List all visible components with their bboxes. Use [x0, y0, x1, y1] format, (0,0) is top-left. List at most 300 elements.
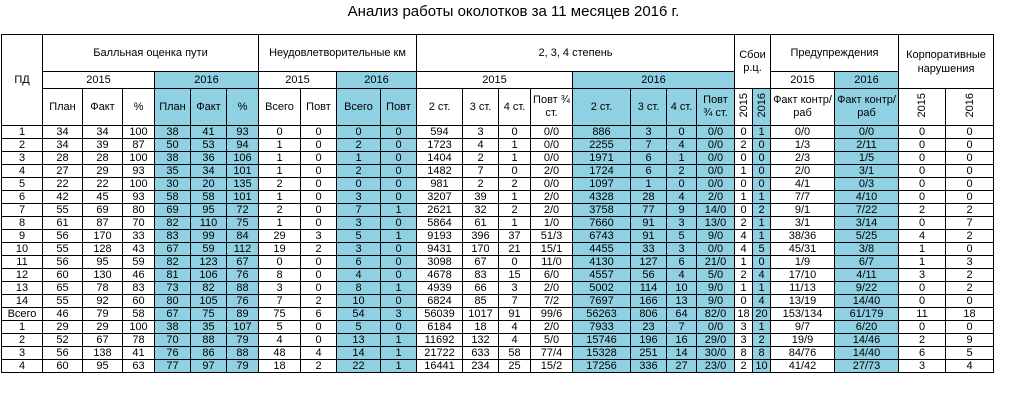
table-cell: 0 — [899, 321, 946, 334]
header-pct-2016: % — [227, 89, 259, 126]
table-cell: 3098 — [417, 256, 463, 269]
header-povt34-2015: Повт ¾ ст. — [531, 89, 573, 126]
table-cell: 4 — [753, 269, 771, 282]
table-cell: 18 — [735, 308, 753, 321]
table-cell: 29 — [83, 321, 123, 334]
table-cell: 4 — [735, 230, 753, 243]
table-cell: 7 — [499, 295, 531, 308]
table-cell: 23/0 — [697, 360, 735, 373]
table-cell: 5 — [337, 321, 381, 334]
table-cell: 2 — [735, 360, 753, 373]
table-cell: 0 — [735, 295, 753, 308]
table-cell: 4 — [337, 269, 381, 282]
table-row — [2, 256, 994, 269]
table-cell: 20 — [753, 308, 771, 321]
table-cell: 10 — [667, 282, 697, 295]
table-cell: 67 — [155, 308, 191, 321]
table-cell: 29 — [259, 230, 301, 243]
table-cell: 34 — [83, 126, 123, 139]
table-cell: 56263 — [573, 308, 631, 321]
table-cell: 88 — [227, 282, 259, 295]
header-korp: Корпоративные нарушения — [899, 35, 994, 89]
table-cell: 18 — [259, 360, 301, 373]
table-cell: 14/0 — [697, 204, 735, 217]
table-cell: 2 — [463, 152, 499, 165]
table-cell: 61/179 — [835, 308, 899, 321]
table-cell: 0/0 — [531, 152, 573, 165]
table-cell: 3/14 — [835, 217, 899, 230]
header-pred-2015: 2015 — [771, 72, 835, 89]
table-cell: 78 — [83, 282, 123, 295]
row-label: 7 — [2, 204, 43, 217]
table-cell: 0/0 — [697, 178, 735, 191]
table-cell: 0 — [301, 217, 337, 230]
table-cell: 8 — [753, 347, 771, 360]
header-fakt-2015: Факт — [83, 89, 123, 126]
table-cell: 2 — [899, 204, 946, 217]
table-row — [2, 178, 994, 191]
table-body — [2, 126, 994, 373]
table-cell: 6184 — [417, 321, 463, 334]
table-cell: 7/2 — [531, 295, 573, 308]
table-cell: 77/4 — [531, 347, 573, 360]
row-label: 6 — [2, 191, 43, 204]
table-cell: 1 — [753, 321, 771, 334]
header-s3-2015: 3 ст. — [463, 89, 499, 126]
table-cell: 2/11 — [835, 139, 899, 152]
table-cell: 0 — [381, 126, 417, 139]
table-cell: 4 — [499, 321, 531, 334]
table-cell: 2/0 — [531, 321, 573, 334]
table-cell: 4 — [667, 139, 697, 152]
header-s2-2016: 2 ст. — [573, 89, 631, 126]
table-cell: 95 — [83, 256, 123, 269]
table-cell: 633 — [463, 347, 499, 360]
table-cell: 22 — [43, 178, 83, 191]
table-cell: 4 — [499, 334, 531, 347]
row-label: 2 — [2, 334, 43, 347]
header-ball-2016: 2016 — [155, 72, 259, 89]
table-cell: 7933 — [573, 321, 631, 334]
table-cell: 1971 — [573, 152, 631, 165]
header-ball-2015: 2015 — [43, 72, 155, 89]
table-cell: 2 — [753, 204, 771, 217]
table-cell: 5 — [753, 243, 771, 256]
table-cell: 81 — [155, 269, 191, 282]
header-pred-fakt-2015: Факт контр/раб — [771, 89, 835, 126]
table-cell: 2/0 — [531, 191, 573, 204]
table-cell: 25 — [499, 360, 531, 373]
table-cell: 13 — [337, 334, 381, 347]
row-label: 1 — [2, 321, 43, 334]
row-label: 5 — [2, 178, 43, 191]
table-cell: 39 — [463, 191, 499, 204]
table-cell: 18 — [463, 321, 499, 334]
table-cell: 21/0 — [697, 256, 735, 269]
table-cell: 93 — [123, 191, 155, 204]
table-cell: 56 — [631, 269, 667, 282]
header-neud: Неудовлетворительные км — [259, 35, 417, 72]
header-s2-2015: 2 ст. — [417, 89, 463, 126]
table-cell: 0 — [301, 178, 337, 191]
table-cell: 0 — [301, 321, 337, 334]
table-cell: 66 — [463, 282, 499, 295]
table-cell: 76 — [227, 269, 259, 282]
table-cell: 27 — [43, 165, 83, 178]
table-cell: 13/19 — [771, 295, 835, 308]
table-cell: 1 — [753, 230, 771, 243]
table-cell: 3 — [463, 126, 499, 139]
header-pd: ПД — [2, 35, 43, 126]
table-cell: 0 — [381, 217, 417, 230]
table-cell: 83 — [123, 282, 155, 295]
table-cell: 1 — [499, 191, 531, 204]
table-cell: 15 — [499, 269, 531, 282]
table-cell: 0 — [381, 295, 417, 308]
row-label: Всего — [2, 308, 43, 321]
table-cell: 69 — [83, 204, 123, 217]
table-cell: 16 — [667, 334, 697, 347]
table-cell: 0 — [301, 282, 337, 295]
table-cell: 0 — [259, 256, 301, 269]
header-povt-2016: Повт — [381, 89, 417, 126]
header-plan-2016: План — [155, 89, 191, 126]
table-cell: 3/1 — [835, 165, 899, 178]
table-cell: 34 — [43, 139, 83, 152]
table-cell: 100 — [123, 178, 155, 191]
table-row — [2, 126, 994, 139]
row-label: 10 — [2, 243, 43, 256]
table-row — [2, 269, 994, 282]
table-cell: 94 — [227, 139, 259, 152]
table-cell: 6824 — [417, 295, 463, 308]
table-cell: 83 — [155, 230, 191, 243]
table-cell: 9/0 — [697, 230, 735, 243]
table-cell: 1/3 — [771, 139, 835, 152]
table-cell: 3 — [735, 321, 753, 334]
row-label: 11 — [2, 256, 43, 269]
header-pred: Предупреждения — [771, 35, 899, 72]
table-cell: 5/0 — [531, 334, 573, 347]
table-cell: 58 — [191, 191, 227, 204]
table-cell: 106 — [191, 269, 227, 282]
table-cell: 138 — [83, 347, 123, 360]
table-cell: 7697 — [573, 295, 631, 308]
table-cell: 35 — [191, 321, 227, 334]
table-cell: 196 — [631, 334, 667, 347]
table-cell: 8 — [259, 269, 301, 282]
table-cell: 0 — [301, 126, 337, 139]
table-cell: 4/10 — [835, 191, 899, 204]
table-cell: 14/46 — [835, 334, 899, 347]
table-cell: 30 — [155, 178, 191, 191]
table-cell: 6/0 — [531, 269, 573, 282]
table-cell: 114 — [631, 282, 667, 295]
table-cell: 2 — [337, 139, 381, 152]
table-cell: 83 — [463, 269, 499, 282]
table-cell: 79 — [227, 360, 259, 373]
table-cell: 107 — [227, 321, 259, 334]
table-cell: 95 — [191, 204, 227, 217]
table-cell: 7 — [946, 217, 994, 230]
table-cell: 13 — [667, 295, 697, 308]
table-cell: 3/8 — [835, 243, 899, 256]
table-cell: 0/3 — [835, 178, 899, 191]
table-cell: 95 — [83, 360, 123, 373]
table-cell: 100 — [123, 126, 155, 139]
table-cell: 85 — [463, 295, 499, 308]
table-cell: 1 — [381, 204, 417, 217]
table-cell: 61 — [463, 217, 499, 230]
table-cell: 1 — [259, 165, 301, 178]
table-cell: 27 — [667, 360, 697, 373]
row-label: 14 — [2, 295, 43, 308]
table-cell: 166 — [631, 295, 667, 308]
table-cell: 132 — [463, 334, 499, 347]
header-sboi: Сбои р.ц. — [735, 35, 771, 89]
table-cell: 41 — [191, 126, 227, 139]
table-cell: 594 — [417, 126, 463, 139]
table-cell: 6/20 — [835, 321, 899, 334]
table-cell: 336 — [631, 360, 667, 373]
table-cell: 2621 — [417, 204, 463, 217]
table-cell: 7 — [337, 204, 381, 217]
header-korp-2015: 2015 — [916, 93, 928, 118]
row-label: 4 — [2, 165, 43, 178]
table-cell: 1 — [735, 282, 753, 295]
table-cell: 9/0 — [697, 282, 735, 295]
table-cell: 1 — [899, 256, 946, 269]
table-cell: 72 — [227, 204, 259, 217]
table-row — [2, 217, 994, 230]
table-cell: 100 — [123, 321, 155, 334]
table-cell: 9431 — [417, 243, 463, 256]
table-row — [2, 308, 994, 321]
table-cell: 29/0 — [697, 334, 735, 347]
table-cell: 2 — [946, 269, 994, 282]
table-cell: 67 — [463, 256, 499, 269]
table-cell: 0/0 — [835, 126, 899, 139]
table-cell: 0/0 — [697, 321, 735, 334]
table-cell: 100 — [123, 152, 155, 165]
table-cell: 105 — [191, 295, 227, 308]
table-cell: 0 — [337, 178, 381, 191]
table-cell: 0 — [301, 139, 337, 152]
table-cell: 0 — [899, 126, 946, 139]
table-cell: 2 — [753, 334, 771, 347]
table-cell: 0 — [499, 256, 531, 269]
table-cell: 3758 — [573, 204, 631, 217]
table-cell: 4 — [301, 347, 337, 360]
table-cell: 127 — [631, 256, 667, 269]
table-cell: 2 — [946, 204, 994, 217]
table-cell: 16441 — [417, 360, 463, 373]
table-cell: 11 — [899, 308, 946, 321]
table-cell: 4/1 — [771, 178, 835, 191]
table-cell: 0 — [381, 139, 417, 152]
table-cell: 55 — [43, 204, 83, 217]
table-cell: 0 — [946, 139, 994, 152]
table-cell: 99 — [191, 230, 227, 243]
table-cell: 1 — [631, 178, 667, 191]
table-cell: 14/40 — [835, 295, 899, 308]
table-cell: 8 — [735, 347, 753, 360]
table-cell: 23 — [631, 321, 667, 334]
table-cell: 17256 — [573, 360, 631, 373]
table-cell: 6 — [337, 256, 381, 269]
table-cell: 80 — [123, 204, 155, 217]
table-cell: 56 — [43, 256, 83, 269]
table-cell: 4557 — [573, 269, 631, 282]
table-cell: 82 — [191, 282, 227, 295]
table-cell: 55 — [43, 243, 83, 256]
table-cell: 3 — [899, 360, 946, 373]
table-cell: 6 — [301, 308, 337, 321]
table-cell: 38 — [155, 152, 191, 165]
table-row — [2, 282, 994, 295]
table-cell: 0/0 — [771, 126, 835, 139]
table-cell: 1 — [753, 217, 771, 230]
table-cell: 3 — [667, 217, 697, 230]
table-cell: 18 — [946, 308, 994, 321]
table-cell: 7/22 — [835, 204, 899, 217]
table-cell: 0/0 — [531, 126, 573, 139]
header-povt34-2016: Повт ¾ ст. — [697, 89, 735, 126]
table-cell: 28 — [43, 152, 83, 165]
table-cell: 1097 — [573, 178, 631, 191]
table-cell: 70 — [155, 334, 191, 347]
table-cell: 76 — [227, 295, 259, 308]
table-cell: 0 — [946, 152, 994, 165]
table-cell: 7660 — [573, 217, 631, 230]
header-pred-2016: 2016 — [835, 72, 899, 89]
table-cell: 64 — [667, 308, 697, 321]
table-cell: 41/42 — [771, 360, 835, 373]
table-cell: 0 — [946, 295, 994, 308]
table-cell: 93 — [227, 126, 259, 139]
table-cell: 60 — [123, 295, 155, 308]
table-cell: 0 — [337, 126, 381, 139]
table-cell: 4 — [463, 139, 499, 152]
table-cell: 7 — [667, 321, 697, 334]
table-cell: 2 — [337, 165, 381, 178]
table-cell: 9/7 — [771, 321, 835, 334]
table-cell: 0 — [499, 126, 531, 139]
table-cell: 0 — [381, 269, 417, 282]
table-cell: 48 — [259, 347, 301, 360]
table-row — [2, 152, 994, 165]
table-cell: 2/0 — [531, 165, 573, 178]
table-cell: 50 — [155, 139, 191, 152]
table-row — [2, 347, 994, 360]
table-cell: 11/0 — [531, 256, 573, 269]
table-cell: 10 — [753, 360, 771, 373]
header-sboi-2016: 2016 — [755, 93, 768, 118]
table-cell: 67 — [227, 256, 259, 269]
table-cell: 2 — [735, 217, 753, 230]
table-cell: 70 — [123, 217, 155, 230]
table-cell: 1 — [499, 152, 531, 165]
row-label: 4 — [2, 360, 43, 373]
table-cell: 14 — [667, 347, 697, 360]
table-cell: 19 — [259, 243, 301, 256]
table-cell: 79 — [227, 334, 259, 347]
table-cell: 0/0 — [697, 152, 735, 165]
table-cell: 2 — [301, 360, 337, 373]
table-cell: 15/2 — [531, 360, 573, 373]
table-cell: 2 — [499, 204, 531, 217]
table-cell: 91 — [631, 230, 667, 243]
table-cell: 1 — [259, 139, 301, 152]
table-cell: 106 — [227, 152, 259, 165]
table-cell: 0 — [381, 191, 417, 204]
table-cell: 0 — [667, 178, 697, 191]
table-cell: 2 — [735, 269, 753, 282]
table-row — [2, 360, 994, 373]
row-label: 13 — [2, 282, 43, 295]
table-cell: 9/1 — [771, 204, 835, 217]
table-cell: 3 — [301, 230, 337, 243]
table-row — [2, 295, 994, 308]
table-cell: 2 — [946, 230, 994, 243]
table-cell: 67 — [155, 243, 191, 256]
table-cell: 886 — [573, 126, 631, 139]
table-cell: 3 — [381, 308, 417, 321]
table-cell: 58 — [499, 347, 531, 360]
header-s4-2015: 4 ст. — [499, 89, 531, 126]
table-cell: 4678 — [417, 269, 463, 282]
table-cell: 0/0 — [697, 243, 735, 256]
table-cell: 7 — [463, 165, 499, 178]
table-cell: 9193 — [417, 230, 463, 243]
table-cell: 0 — [301, 191, 337, 204]
header-neud-2015: 2015 — [259, 72, 337, 89]
table-cell: 0 — [946, 165, 994, 178]
table-cell: 77 — [155, 360, 191, 373]
table-cell: 22 — [337, 360, 381, 373]
table-cell: 45 — [83, 191, 123, 204]
table-cell: 5/0 — [697, 269, 735, 282]
row-label: 9 — [2, 230, 43, 243]
table-cell: 6/7 — [835, 256, 899, 269]
table-cell: 0 — [946, 178, 994, 191]
table-cell: 84/76 — [771, 347, 835, 360]
table-cell: 97 — [191, 360, 227, 373]
table-cell: 3 — [667, 243, 697, 256]
table-cell: 1 — [753, 126, 771, 139]
table-cell: 0 — [899, 178, 946, 191]
table-cell: 396 — [463, 230, 499, 243]
header-korp-2016: 2016 — [963, 93, 976, 118]
table-row — [2, 165, 994, 178]
table-cell: 91 — [499, 308, 531, 321]
table-cell: 7 — [259, 295, 301, 308]
table-cell: 3 — [259, 282, 301, 295]
table-cell: 75 — [259, 308, 301, 321]
row-label: 2 — [2, 139, 43, 152]
table-cell: 39 — [83, 139, 123, 152]
header-s4-2016: 4 ст. — [667, 89, 697, 126]
table-cell: 21722 — [417, 347, 463, 360]
table-cell: 1 — [259, 191, 301, 204]
table-cell: 9/22 — [835, 282, 899, 295]
table-cell: 1724 — [573, 165, 631, 178]
table-cell: 2/0 — [531, 282, 573, 295]
table-cell: 0 — [899, 282, 946, 295]
row-label: 3 — [2, 347, 43, 360]
table-cell: 2 — [946, 282, 994, 295]
table-cell: 3 — [337, 243, 381, 256]
